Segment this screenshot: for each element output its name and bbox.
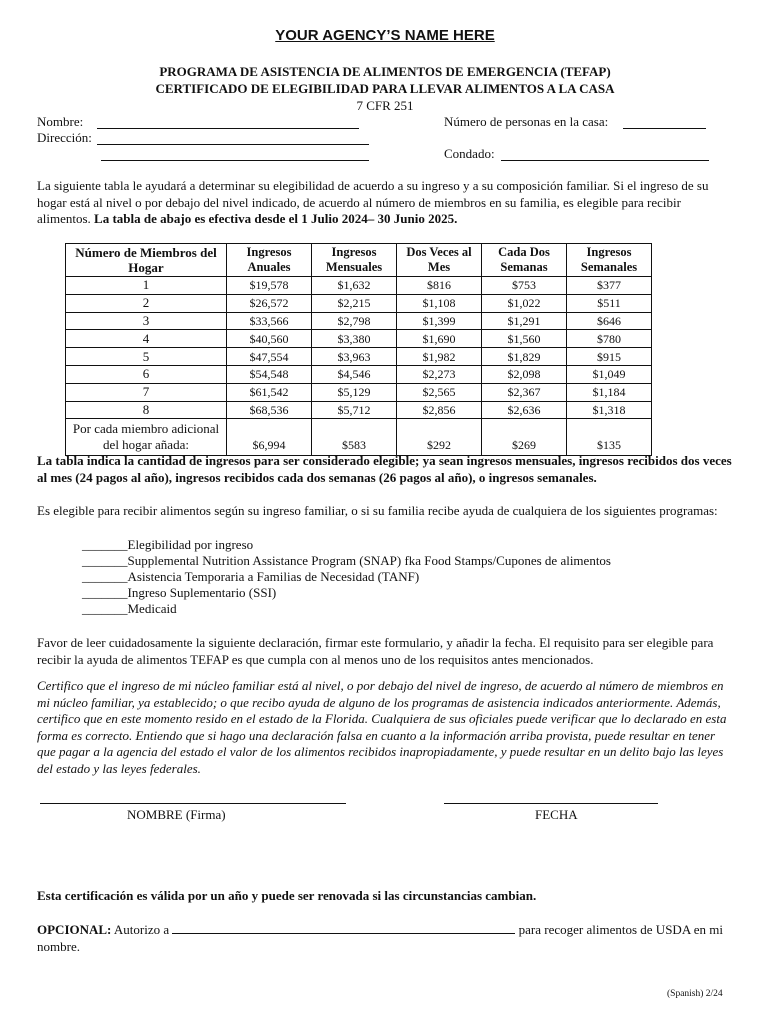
household-size-cell: 7 xyxy=(66,383,227,401)
certificate-title: CERTIFICADO DE ELEGIBILIDAD PARA LLEVAR ALIMENTOS A LA CASA xyxy=(155,81,615,96)
table-cell: $292 xyxy=(397,419,482,456)
table-cell: $40,560 xyxy=(227,330,312,348)
table-cell: $1,184 xyxy=(567,383,652,401)
table-cell: $780 xyxy=(567,330,652,348)
direccion-field-line1[interactable] xyxy=(97,144,369,145)
effective-dates: La tabla de abajo es efectiva desde el 1 Julio 2024– 30 Junio 2025. xyxy=(94,211,458,226)
household-size-cell: 2 xyxy=(66,294,227,312)
authorized-person-field[interactable] xyxy=(172,922,515,934)
table-cell: $816 xyxy=(397,277,482,295)
table-cell: $1,049 xyxy=(567,365,652,383)
table-row xyxy=(66,330,652,348)
table-cell: $19,578 xyxy=(227,277,312,295)
program-tanf-checkbox[interactable]: _______Asistencia Temporaria a Familias de Necesidad (TANF) xyxy=(82,569,420,584)
intro-paragraph xyxy=(37,178,737,228)
table-row xyxy=(66,365,652,383)
table-note: La tabla indica la cantidad de ingresos para ser considerado elegible; ya sean ingresos mensuales, ingresos recibidos dos veces al mes (24 pagos al año), ingresos recibidos cada dos semanas (26 pagos al año), o ingresos semanales. xyxy=(37,453,732,485)
table-cell: $47,554 xyxy=(227,348,312,366)
intro-text: La siguiente tabla le ayudará a determinar su elegibilidad de acuerdo a su ingreso y a su composición familiar. Si el ingreso de su hogar está al nivel o por debajo del nivel indicado, de acuerdo al número de miembros en su familia, es elegible para recibir alimentos. xyxy=(37,178,709,226)
table-cell: $4,546 xyxy=(312,365,397,383)
table-cell: $5,129 xyxy=(312,383,397,401)
table-row xyxy=(66,401,652,419)
table-cell: $54,548 xyxy=(227,365,312,383)
table-cell: $646 xyxy=(567,312,652,330)
validity-statement: Esta certificación es válida por un año y puede ser renovada si las circunstancias cambian. xyxy=(37,888,537,903)
header-members: Número de Miembros del Hogar xyxy=(66,244,227,277)
condado-label: Condado: xyxy=(444,146,495,161)
table-cell: $1,632 xyxy=(312,277,397,295)
table-row xyxy=(66,383,652,401)
optional-post: para recoger alimentos de USDA en mi nombre. xyxy=(37,922,723,954)
household-size-cell: 5 xyxy=(66,348,227,366)
income-table xyxy=(65,243,652,456)
certification-statement: Certifico que el ingreso de mi núcleo familiar está al nivel, o por debajo del nivel de ingreso, de acuerdo al número de miembros en mi núcleo familiar, ya establecido; o que recibo ayuda de alguno de los programas de asistencia indicados anteriormente. Además, certifico que en este momento resido en el estado de la Florida. Cualquiera de sus oficiales puede verificar que lo declarado en esta forma es correcto. Entiendo que si hago una declaración falsa en cuanto a la información arriba provista, puede resultar en tener que pagar a la agencia del estado el valor de los alimentos recibidos inapropiadamente, y puede resultar en un delito bajo las leyes del estado y las leyes federales. xyxy=(37,678,727,776)
household-size-cell: 4 xyxy=(66,330,227,348)
table-cell: $2,215 xyxy=(312,294,397,312)
table-cell: $1,399 xyxy=(397,312,482,330)
table-cell: $915 xyxy=(567,348,652,366)
table-cell: $26,572 xyxy=(227,294,312,312)
table-row xyxy=(66,348,652,366)
table-cell: $2,565 xyxy=(397,383,482,401)
cfr-reference: 7 CFR 251 xyxy=(356,98,414,113)
table-cell: $2,798 xyxy=(312,312,397,330)
table-row xyxy=(66,294,652,312)
household-size-cell: 1 xyxy=(66,277,227,295)
header-monthly: Ingresos Mensuales xyxy=(312,244,397,277)
read-instructions: Favor de leer cuidadosamente la siguiente declaración, firmar este formulario, y añadir la fecha. El requisito para ser elegible para recibir la ayuda de alimentos TEFAP es que cumpla con al menos uno de los requisitos antes mencionados. xyxy=(37,635,714,667)
table-cell: $2,273 xyxy=(397,365,482,383)
table-cell: $61,542 xyxy=(227,383,312,401)
table-cell: $1,318 xyxy=(567,401,652,419)
optional-authorization xyxy=(37,921,737,955)
program-medicaid-checkbox[interactable]: _______Medicaid xyxy=(82,601,177,616)
household-size-field[interactable] xyxy=(623,128,706,129)
household-size-cell: 6 xyxy=(66,365,227,383)
header-annual: Ingresos Anuales xyxy=(227,244,312,277)
table-cell: $2,367 xyxy=(482,383,567,401)
signature-line[interactable] xyxy=(40,803,346,804)
additional-member-row xyxy=(66,419,652,456)
header-weekly: Ingresos Semanales xyxy=(567,244,652,277)
household-size-label: Número de personas en la casa: xyxy=(444,114,609,129)
table-cell: $135 xyxy=(567,419,652,456)
header-biweekly: Cada Dos Semanas xyxy=(482,244,567,277)
table-cell: $511 xyxy=(567,294,652,312)
table-cell: $1,291 xyxy=(482,312,567,330)
nombre-label: Nombre: xyxy=(37,114,84,129)
table-cell: $1,982 xyxy=(397,348,482,366)
table-cell: $2,856 xyxy=(397,401,482,419)
date-line[interactable] xyxy=(444,803,658,804)
program-income-checkbox[interactable]: _______Elegibilidad por ingreso xyxy=(82,537,254,552)
table-cell: $2,098 xyxy=(482,365,567,383)
form-version: (Spanish) 2/24 xyxy=(667,989,723,999)
table-cell: $269 xyxy=(482,419,567,456)
nombre-field[interactable] xyxy=(97,128,359,129)
program-ssi-checkbox[interactable]: _______Ingreso Suplementario (SSI) xyxy=(82,585,277,600)
optional-label: OPCIONAL: xyxy=(37,922,112,937)
direccion-field-line2[interactable] xyxy=(101,160,369,161)
table-header-row xyxy=(66,244,652,277)
condado-field[interactable] xyxy=(501,160,709,161)
table-cell: $2,636 xyxy=(482,401,567,419)
table-cell: $583 xyxy=(312,419,397,456)
table-cell: $33,566 xyxy=(227,312,312,330)
table-row xyxy=(66,312,652,330)
header-twice-monthly: Dos Veces al Mes xyxy=(397,244,482,277)
agency-name: YOUR AGENCY’S NAME HERE xyxy=(275,27,495,44)
table-cell: $68,536 xyxy=(227,401,312,419)
table-cell: $1,690 xyxy=(397,330,482,348)
table-cell: $3,380 xyxy=(312,330,397,348)
table-cell: $377 xyxy=(567,277,652,295)
optional-pre: Autorizo a xyxy=(111,922,173,937)
table-cell: $1,829 xyxy=(482,348,567,366)
additional-member-label: Por cada miembro adicional del hogar añada: xyxy=(66,419,227,456)
direccion-label: Dirección: xyxy=(37,130,92,145)
table-cell: $5,712 xyxy=(312,401,397,419)
program-title: PROGRAMA DE ASISTENCIA DE ALIMENTOS DE EMERGENCIA (TEFAP) xyxy=(159,64,611,79)
table-cell: $1,022 xyxy=(482,294,567,312)
household-size-cell: 8 xyxy=(66,401,227,419)
program-snap-checkbox[interactable]: _______Supplemental Nutrition Assistance Program (SNAP) fka Food Stamps/Cupones de alimentos xyxy=(82,553,611,568)
table-cell: $6,994 xyxy=(227,419,312,456)
table-cell: $3,963 xyxy=(312,348,397,366)
date-label: FECHA xyxy=(535,807,578,822)
household-size-cell: 3 xyxy=(66,312,227,330)
eligibility-intro: Es elegible para recibir alimentos según su ingreso familiar, o si su familia recibe ayuda de cualquiera de los siguientes programas: xyxy=(37,503,718,518)
table-row xyxy=(66,277,652,295)
signature-label: NOMBRE (Firma) xyxy=(127,807,226,822)
table-cell: $1,560 xyxy=(482,330,567,348)
table-cell: $753 xyxy=(482,277,567,295)
table-cell: $1,108 xyxy=(397,294,482,312)
